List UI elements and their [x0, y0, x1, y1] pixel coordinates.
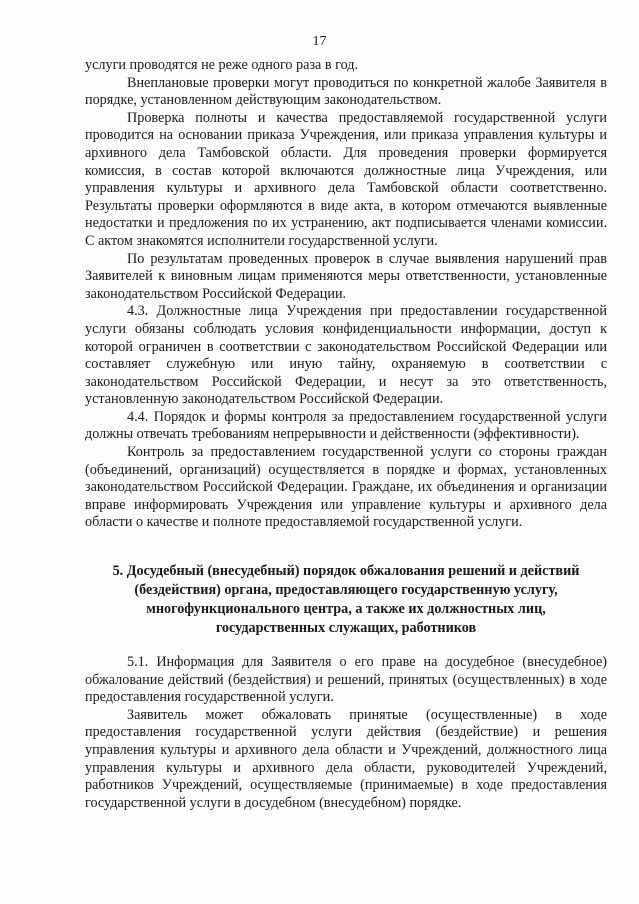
paragraph: Проверка полноты и качества предоставляемой государственной услуги проводится на основании приказа Учреждения, или приказа управления культуры и архивного дела Тамбовской области. Для проведения проверки формируется комиссия, в состав которой включаются должностные лица Учреждения, или управления культуры и архивного дела Тамбовской области соответственно. Результаты проверки оформляются в виде акта, в котором отмечаются выявленные недостатки и предложения по их устранению, акт подписывается членами комиссии. С актом знакомятся исполнители государственной услуги. — [85, 109, 607, 249]
paragraph: Внеплановые проверки могут проводиться по конкретной жалобе Заявителя в порядке, установленном действующим законодательством. — [85, 74, 607, 109]
document-body — [85, 57, 607, 812]
paragraph: Заявитель может обжаловать принятые (осуществленные) в ходе предоставления государственной услуги действия (бездействие) и решения управления культуры и архивного дела области и Учреждений, должностного лица управления культуры и архивного дела области, руководителей Учреждений, работников Учреждений, осуществляемые (принимаемые) в ходе предоставления государственной услуги в досудебном (внесудебном) порядке. — [85, 706, 607, 811]
paragraph: 4.4. Порядок и формы контроля за предоставлением государственной услуги должны отвечать требованиям непрерывности и действенности (эффективности). — [85, 408, 607, 443]
paragraph: услуги проводятся не реже одного раза в год. — [85, 57, 359, 73]
section-heading: 5. Досудебный (внесудебный) порядок обжалования решений и действий (бездействия) органа, предоставляющего государственную услугу, многофункционального центра, а также их должностных лиц, государственных служащих, работников — [112, 563, 580, 637]
page-number: 17 — [312, 34, 327, 49]
paragraph: 5.1. Информация для Заявителя о его праве на досудебное (внесудебное) обжалование действий (бездействия) и решений, принятых (осуществленных) в ходе предоставления государственной услуги. — [85, 654, 607, 706]
paragraph: 4.3. Должностные лица Учреждения при предоставлении государственной услуги обязаны соблюдать условия конфиденциальности информации, доступ к которой ограничен в соответствии с законодательством Российской Федерации или составляет служебную или иную тайну, охраняемую в соответствии с законодательством Российской Федерации, и несут за это ответственность, установленную законодательством Российской Федерации. — [85, 303, 607, 408]
paragraph: По результатам проведенных проверок в случае выявления нарушений прав Заявителей к виновным лицам применяются меры ответственности, установленные законодательством Российской Федерации. — [85, 250, 607, 302]
paragraph: Контроль за предоставлением государственной услуги со стороны граждан (объединений, организаций) осуществляется в порядке и формах, установленных законодательством Российской Федерации. Граждане, их объединения и организации вправе информировать Учреждения или управление культуры и архивного дела области о качестве и полноте предоставляемой государственной услуги. — [85, 444, 607, 531]
